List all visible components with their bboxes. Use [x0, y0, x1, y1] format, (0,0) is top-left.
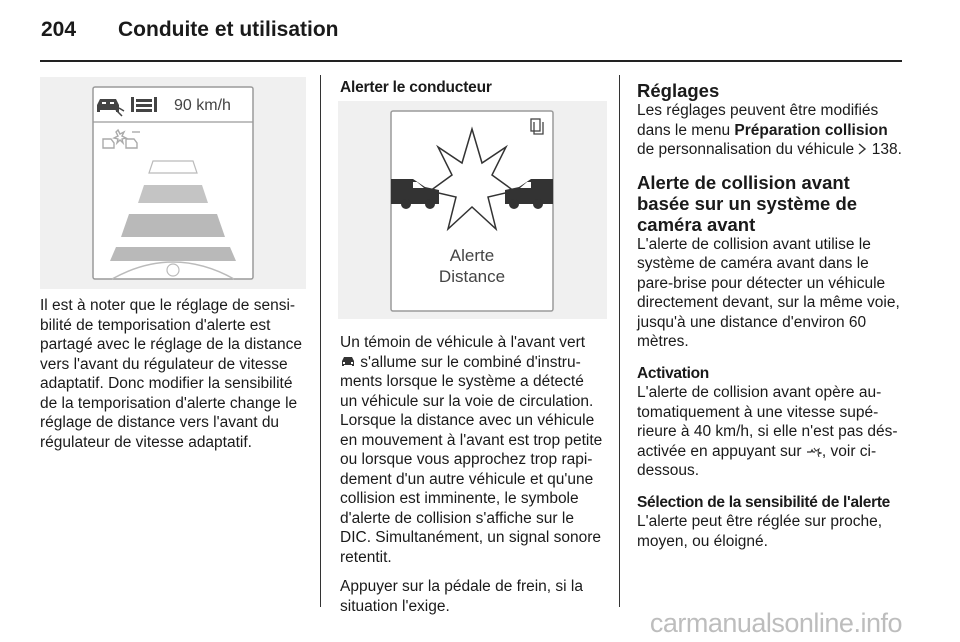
- page-title: Conduite et utilisation: [118, 18, 339, 41]
- sensitivity-selection-paragraph: L'alerte peut être réglée sur proche, moyen, ou éloigné.: [637, 513, 883, 550]
- vehicle-ahead-indicator-icon: [340, 356, 356, 368]
- brake-paragraph: Appuyer sur la pédale de frein, si la situation l'exige.: [340, 578, 583, 615]
- instrument-display-figure: [40, 77, 306, 289]
- distance-alert-figure: [338, 101, 607, 319]
- page-reference-arrow-icon: [858, 143, 867, 155]
- distance-label: Distance: [438, 267, 506, 286]
- column-3: [637, 80, 907, 551]
- column-divider-1: [320, 75, 321, 607]
- alert-driver-heading: Alerter le conducteur: [340, 79, 492, 96]
- collision-preparation-menu-name: Préparation collision: [734, 121, 888, 139]
- column-divider-2: [619, 75, 620, 607]
- collision-alert-button-icon: [806, 445, 822, 457]
- column-1: [40, 296, 305, 452]
- watermark: carmanualsonline.info: [649, 608, 902, 638]
- vehicle-ahead-paragraph: Un témoin de véhicule à l'avant vert s'allume sur le combiné d'instruments lorsque le système a détecté un véhicule sur la voie de circulation. Lorsque la distance avec un véhicule en mouvement à l'avant est trop petite ou lorsque vous approchez trop rapidement d'un autre véhicule et qu'une collision est imminente, le symbole d'alerte de collision s'affiche sur le DIC. Simultanément, un signal sonore retentit.: [340, 334, 603, 566]
- header-rule: [40, 60, 902, 62]
- activation-heading: Activation: [637, 364, 709, 382]
- speed-readout: 90 km/h: [174, 97, 231, 114]
- settings-paragraph: Les réglages peuvent être modifiés dans le menu Préparation collision de personnalisation du véhicule 138.: [637, 102, 902, 158]
- activation-paragraph: L'alerte de collision avant opère automatiquement à une vitesse supérieure à 40 km/h, si elle n'est pas désactivée en appuyant sur , voir ci-dessous.: [637, 384, 898, 479]
- alert-label: Alerte: [449, 246, 495, 265]
- page-number: 204: [41, 18, 77, 41]
- front-camera-alert-heading: Alerte de collision avant basée sur un système de caméra avant: [637, 171, 858, 235]
- column-2: [340, 333, 605, 616]
- settings-heading: Réglages: [637, 80, 720, 101]
- front-camera-alert-paragraph: L'alerte de collision avant utilise le système de caméra avant dans le pare-brise pour détecter un véhicule directement devant, sur la même voie, jusqu'à une distance d'environ 60 mètres.: [637, 235, 900, 350]
- sensitivity-note-paragraph: Il est à noter que le réglage de sensibilité de temporisation d'alerte est partagé avec le réglage de la distance vers l'avant du régulateur de vitesse adaptatif. Donc modifier la sensibilité de la temporisation d'alerte change le réglage de distance vers l'avant du régulateur de vitesse adaptatif.: [40, 297, 302, 451]
- sensitivity-selection-heading: Sélection de la sensibilité de l'alerte: [637, 493, 891, 511]
